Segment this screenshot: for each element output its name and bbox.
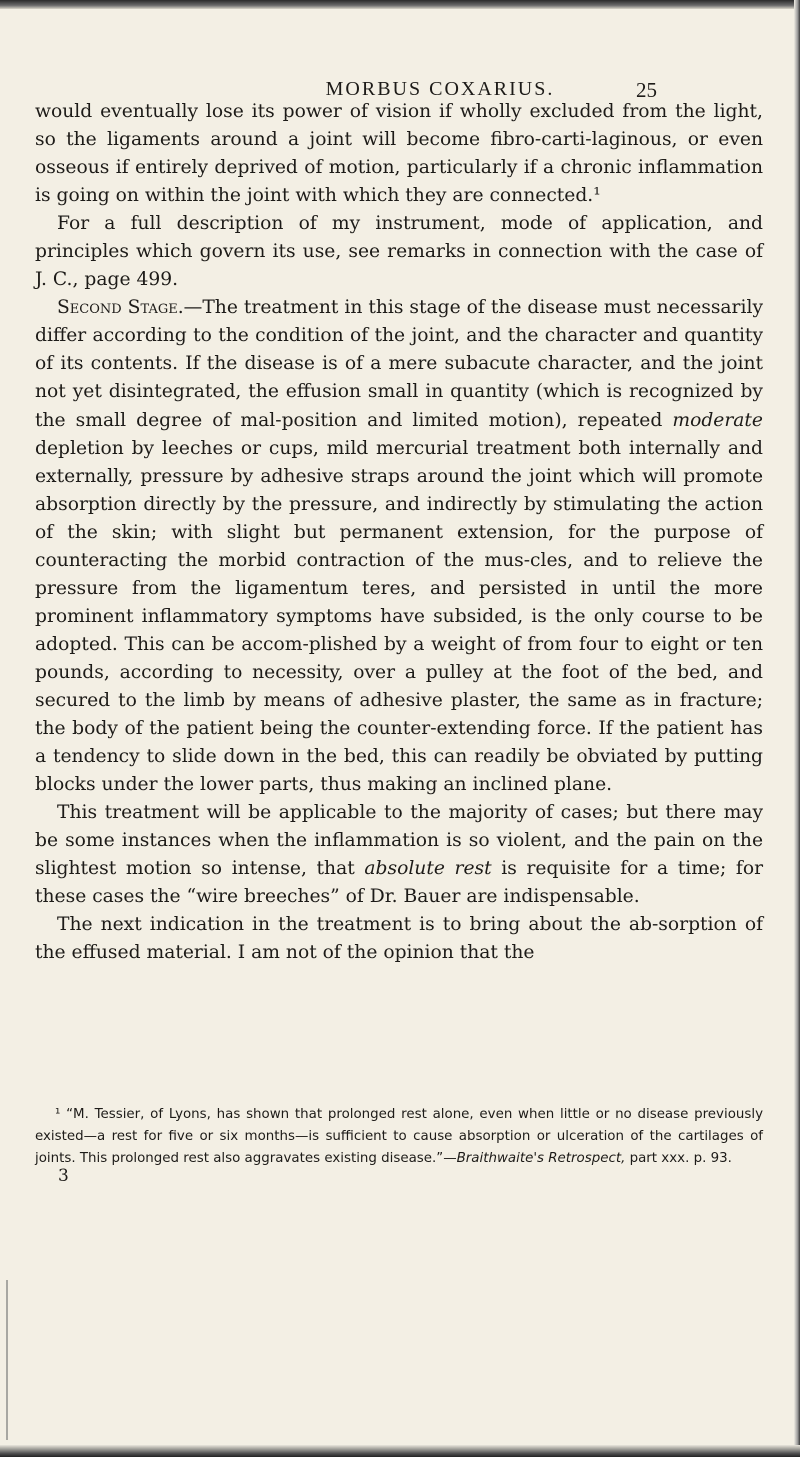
paragraph-1-text: would eventually lose its power of vision if wholly excluded from the light, so the ligaments around a joint will become fibro-carti-laginous, or even osseous if entirely deprived of motion, particularly if a chronic inflammation is going on within the joint with which they are connected.¹	[35, 101, 763, 207]
footnote-text: ¹ “M. Tessier, of Lyons, has shown that prolonged rest alone, even when little or no disease previously existed—a rest for five or six months—is sufficient to cause absorption or ulceration of the cartilages of joints. This prolonged rest also aggravates existing disease.”—	[35, 1107, 763, 1166]
page-right-edge	[794, 0, 800, 1457]
paragraph-2-text: For a full description of my instrument, mode of application, and principles which govern its use, see remarks in connection with the case of J. C., page 499.	[35, 213, 763, 291]
page-number: 25	[636, 78, 657, 102]
paragraph-5	[35, 911, 763, 967]
signature-mark: 3	[58, 1166, 69, 1186]
paragraph-4-emphasis: absolute rest	[364, 858, 492, 880]
paragraph-3-emphasis: moderate	[672, 409, 763, 431]
page-top-edge	[0, 0, 800, 9]
paragraph-2	[35, 210, 763, 294]
section-lead: Second Stage.	[57, 297, 184, 319]
paragraph-3-text: —The treatment in this stage of the disease must necessarily differ according to the condition of the joint, and the character and quantity of its contents. If the disease is of a mere subacute character, and the joint not yet disintegrated, the effusion small in quantity (which is recognized by the small degree of mal-position and limited motion), repeated	[35, 297, 764, 431]
paragraph-1	[35, 98, 763, 210]
paragraph-3	[35, 294, 763, 799]
paragraph-5-text: The next indication in the treatment is to bring about the ab-sorption of the effused material. I am not of the opinion that the	[35, 914, 763, 964]
footnote	[35, 1104, 763, 1170]
paragraph-4-text: This treatment will be applicable to the majority of cases; but there may be some instances when the inflammation is so violent, and the pain on the slightest motion so intense, that	[35, 802, 763, 880]
page-left-shadow	[6, 1280, 8, 1440]
body-text	[35, 98, 763, 967]
paragraph-4-text-continued: is requisite for a time; for these cases the “wire breeches” of Dr. Bauer are indispensable.	[35, 858, 764, 908]
footnote-source: Braithwaite's Retrospect,	[456, 1151, 626, 1166]
paragraph-3-text-continued: depletion by leeches or cups, mild mercurial treatment both internally and externally, pressure by adhesive straps around the joint which will promote absorption directly by the pressure, and indirectly by stimulating the action of the skin; with slight but permanent extension, for the purpose of counteracting the morbid contraction of the mus-cles, and to relieve the pressure from the ligamentum teres, and persisted in until the more prominent inflammatory symptoms have subsided, is the only course to be adopted. This can be accom-plished by a weight of from four to eight or ten pounds, according to necessity, over a pulley at the foot of the bed, and secured to the limb by means of adhesive plaster, the same as in fracture; the body of the patient being the counter-extending force. If the patient has a tendency to slide down in the bed, this can readily be obviated by putting blocks under the lower parts, thus making an inclined plane.	[35, 437, 763, 796]
running-title: MORBUS COXARIUS.	[325, 78, 555, 100]
footnote-text-continued: part xxx. p. 93.	[625, 1151, 732, 1166]
paragraph-4	[35, 799, 763, 911]
footnote-body	[35, 1104, 763, 1170]
page-bottom-edge	[0, 1445, 800, 1457]
